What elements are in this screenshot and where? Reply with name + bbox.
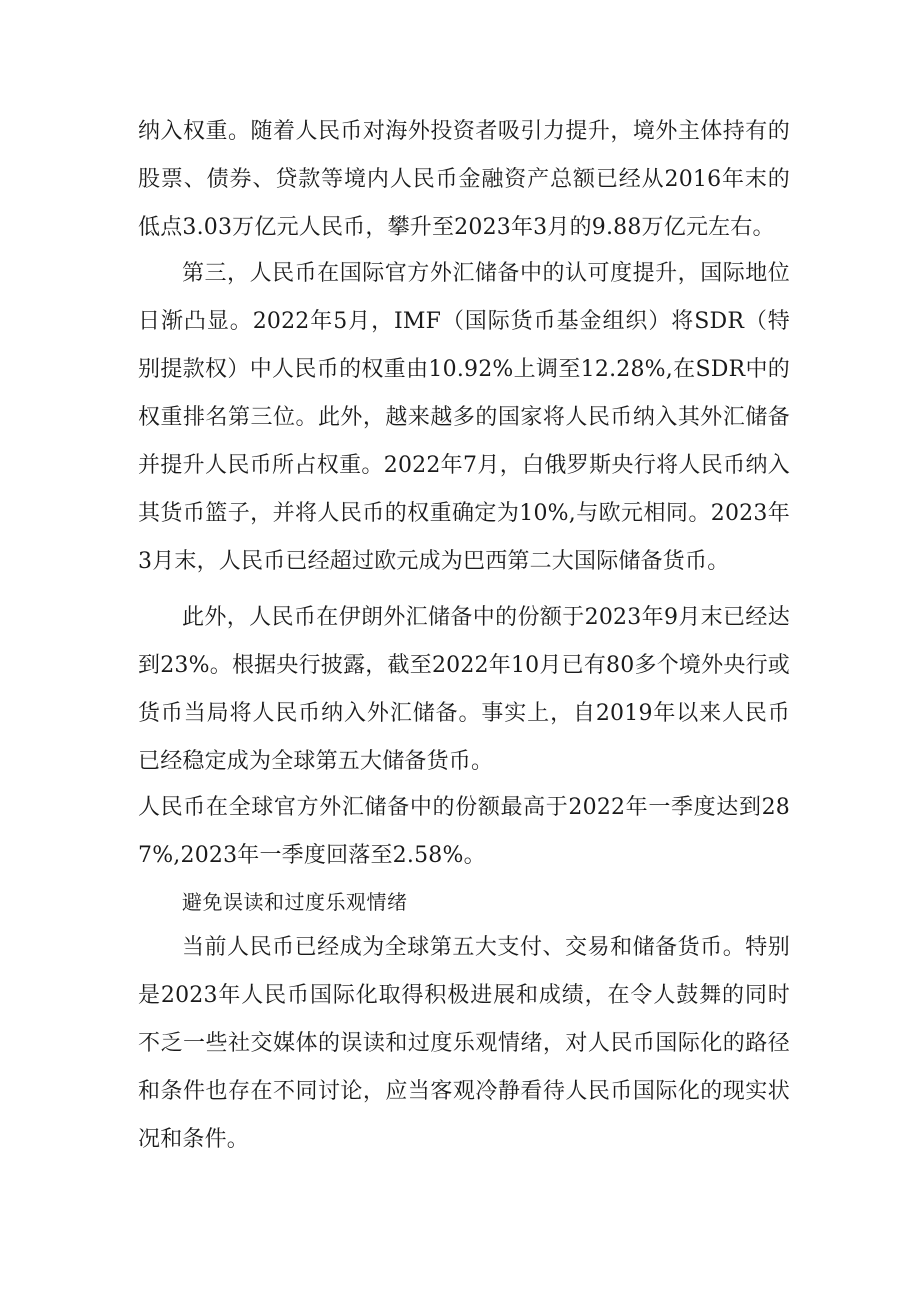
paragraph-global-share: 人民币在全球官方外汇储备中的份额最高于2022年一季度达到287%,2023年一季度回落至2.58%。 [138,795,790,868]
paragraph-iran-reserves: 此外，人民币在伊朗外汇储备中的份额于2023年9月末已经达到23%。根据央行披露，截至2022年10月已有80多个境外央行或货币当局将人民币纳入外汇储备。事实上，自2019年以来人民币已经稳定成为全球第五大储备货币。 [138,605,790,774]
paragraph-foreign-assets: 纳入权重。随着人民币对海外投资者吸引力提升，境外主体持有的股票、债券、贷款等境内人民币金融资产总额已经从2016年末的低点3.03万亿元人民币，攀升至2023年3月的9.88万亿元左右。 [138,119,790,240]
paragraph-closing: 当前人民币已经成为全球第五大支付、交易和储备货币。特别是2023年人民币国际化取得积极进展和成绩，在令人鼓舞的同时不乏一些社交媒体的误读和过度乐观情绪，对人民币国际化的路径和条件也存在不同讨论，应当客观冷静看待人民币国际化的现实状况和条件。 [138,935,790,1152]
section-heading: 避免误读和过度乐观情绪 [182,890,408,914]
paragraph-reserve-recognition: 第三，人民币在国际官方外汇储备中的认可度提升，国际地位日渐凸显。2022年5月，IMF（国际货币基金组织）将SDR（特别提款权）中人民币的权重由10.92%上调至12.28%,在SDR中的权重排名第三位。此外，越来越多的国家将人民币纳入其外汇储备并提升人民币所占权重。2022年7月，白俄罗斯央行将人民币纳入其货币篮子，并将人民币的权重确定为10%,与欧元相同。2023年3月末，人民币已经超过欧元成为巴西第二大国际储备货币。 [138,261,790,574]
